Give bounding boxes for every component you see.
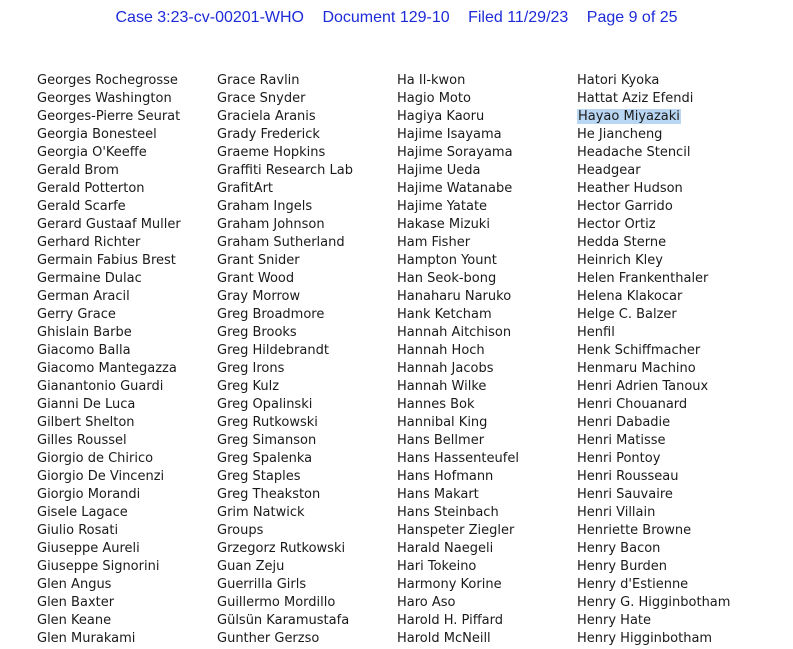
name-entry bbox=[397, 594, 519, 612]
name-text: Hannes Bok bbox=[397, 397, 475, 412]
name-text: Henry Hate bbox=[577, 613, 652, 628]
name-entry bbox=[217, 198, 353, 216]
name-text: Heinrich Kley bbox=[577, 253, 663, 268]
name-text: Graffiti Research Lab bbox=[217, 163, 354, 178]
name-entry bbox=[37, 450, 181, 468]
name-text: Henry d'Estienne bbox=[577, 577, 689, 592]
name-entry bbox=[217, 144, 353, 162]
name-text: Henry G. Higginbotham bbox=[577, 595, 731, 610]
name-entry bbox=[217, 432, 353, 450]
name-text: Hannah Hoch bbox=[397, 343, 485, 358]
name-text: Gilbert Shelton bbox=[37, 415, 135, 430]
name-entry bbox=[37, 342, 181, 360]
name-text: Grace Snyder bbox=[217, 91, 306, 106]
name-text: Grant Snider bbox=[217, 253, 300, 268]
name-entry bbox=[37, 576, 181, 594]
name-text: Guan Zeju bbox=[217, 559, 285, 574]
name-text: Giorgio De Vincenzi bbox=[37, 469, 165, 484]
name-entry bbox=[397, 360, 519, 378]
name-text: Henriette Browne bbox=[577, 523, 692, 538]
name-entry bbox=[577, 126, 730, 144]
name-text: Gerald Scarfe bbox=[37, 199, 126, 214]
name-entry bbox=[397, 198, 519, 216]
name-text: Headgear bbox=[577, 163, 641, 178]
name-text: Henry Burden bbox=[577, 559, 667, 574]
name-entry bbox=[217, 72, 353, 90]
name-entry bbox=[37, 504, 181, 522]
name-text: Ham Fisher bbox=[397, 235, 471, 250]
name-text: Hedda Sterne bbox=[577, 235, 667, 250]
name-text: Harald Naegeli bbox=[397, 541, 494, 556]
name-entry bbox=[397, 234, 519, 252]
name-entry bbox=[397, 108, 519, 126]
document-number: Document 129-10 bbox=[322, 9, 450, 26]
name-entry bbox=[397, 216, 519, 234]
name-entry bbox=[577, 630, 730, 648]
name-text: Hattat Aziz Efendi bbox=[577, 91, 694, 106]
name-text: Gianantonio Guardi bbox=[37, 379, 164, 394]
name-entry bbox=[397, 504, 519, 522]
name-text: Greg Brooks bbox=[217, 325, 297, 340]
name-text: Henri Adrien Tanoux bbox=[577, 379, 709, 394]
name-entry bbox=[577, 342, 730, 360]
name-entry bbox=[577, 414, 730, 432]
page-number: Page 9 of 25 bbox=[586, 9, 678, 26]
name-entry bbox=[397, 396, 519, 414]
name-text: Hannah Wilke bbox=[397, 379, 487, 394]
name-entry bbox=[217, 468, 353, 486]
name-text: Helen Frankenthaler bbox=[577, 271, 709, 286]
name-text: Grim Natwick bbox=[217, 505, 305, 520]
name-text: Glen Baxter bbox=[37, 595, 115, 610]
name-text: Graham Ingels bbox=[217, 199, 313, 214]
name-text: Henri Dabadie bbox=[577, 415, 671, 430]
name-text: Hans Steinbach bbox=[397, 505, 499, 520]
name-entry bbox=[397, 342, 519, 360]
name-text: Hajime Yatate bbox=[397, 199, 488, 214]
name-entry bbox=[37, 414, 181, 432]
name-text: Henk Schiffmacher bbox=[577, 343, 701, 358]
name-entry bbox=[397, 630, 519, 648]
name-text: Giuseppe Signorini bbox=[37, 559, 160, 574]
name-text: Grady Frederick bbox=[217, 127, 320, 142]
name-text: Henfil bbox=[577, 325, 615, 340]
name-entry bbox=[37, 396, 181, 414]
name-text: Helena Klakocar bbox=[577, 289, 683, 304]
name-text: Henri Villain bbox=[577, 505, 656, 520]
name-entry bbox=[577, 378, 730, 396]
name-text: Hajime Sorayama bbox=[397, 145, 513, 160]
name-text: Guerrilla Girls bbox=[217, 577, 307, 592]
name-entry bbox=[397, 612, 519, 630]
name-text: Glen Murakami bbox=[37, 631, 136, 646]
name-text: Gerald Potterton bbox=[37, 181, 145, 196]
name-text: Henry Higginbotham bbox=[577, 631, 713, 646]
name-entry bbox=[577, 504, 730, 522]
name-text: Harold McNeill bbox=[397, 631, 491, 646]
name-text: Harmony Korine bbox=[397, 577, 502, 592]
name-text: Henri Sauvaire bbox=[577, 487, 673, 502]
name-entry bbox=[37, 108, 181, 126]
name-entry bbox=[397, 252, 519, 270]
name-entry bbox=[577, 108, 730, 126]
highlighted-name: Hayao Miyazaki bbox=[578, 109, 680, 124]
name-entry bbox=[397, 576, 519, 594]
name-text: Guillermo Mordillo bbox=[217, 595, 336, 610]
name-entry bbox=[217, 252, 353, 270]
name-text: Giorgio de Chirico bbox=[37, 451, 154, 466]
name-entry bbox=[217, 450, 353, 468]
name-text: Graeme Hopkins bbox=[217, 145, 326, 160]
name-column-4 bbox=[577, 72, 730, 648]
name-text: Han Seok-bong bbox=[397, 271, 497, 286]
name-text: Gerry Grace bbox=[37, 307, 116, 322]
name-entry bbox=[37, 288, 181, 306]
name-entry bbox=[397, 450, 519, 468]
name-entry bbox=[577, 306, 730, 324]
name-entry bbox=[577, 360, 730, 378]
name-text: Greg Opalinski bbox=[217, 397, 313, 412]
name-text: Greg Theakston bbox=[217, 487, 321, 502]
name-entry bbox=[577, 558, 730, 576]
name-text: Hajime Watanabe bbox=[397, 181, 513, 196]
name-entry bbox=[577, 234, 730, 252]
name-entry bbox=[577, 576, 730, 594]
name-entry bbox=[577, 468, 730, 486]
case-header bbox=[0, 9, 793, 27]
name-entry bbox=[397, 414, 519, 432]
filed-date: Filed 11/29/23 bbox=[468, 9, 569, 26]
name-entry bbox=[397, 72, 519, 90]
name-text: Grant Wood bbox=[217, 271, 295, 286]
name-text: Hans Bellmer bbox=[397, 433, 485, 448]
name-text: Gerhard Richter bbox=[37, 235, 141, 250]
name-text: Graciela Aranis bbox=[217, 109, 316, 124]
name-entry bbox=[577, 144, 730, 162]
name-entry bbox=[37, 180, 181, 198]
name-text: Georgia O'Keeffe bbox=[37, 145, 147, 160]
name-entry bbox=[397, 90, 519, 108]
name-text: Hans Hassenteufel bbox=[397, 451, 519, 466]
name-text: Glen Keane bbox=[37, 613, 112, 628]
name-entry bbox=[577, 216, 730, 234]
name-text: Greg Rutkowski bbox=[217, 415, 318, 430]
name-text: Germaine Dulac bbox=[37, 271, 142, 286]
name-text: Hans Hofmann bbox=[397, 469, 494, 484]
name-text: Hank Ketcham bbox=[397, 307, 492, 322]
name-text: Graham Johnson bbox=[217, 217, 325, 232]
name-text: Germain Fabius Brest bbox=[37, 253, 176, 268]
name-entry bbox=[37, 468, 181, 486]
name-entry bbox=[577, 162, 730, 180]
name-text: Harold H. Piffard bbox=[397, 613, 504, 628]
name-entry bbox=[37, 252, 181, 270]
name-text: Georges Rochegrosse bbox=[37, 73, 178, 88]
name-entry bbox=[577, 540, 730, 558]
name-entry bbox=[217, 360, 353, 378]
name-entry bbox=[37, 612, 181, 630]
name-text: Georges Washington bbox=[37, 91, 172, 106]
name-text: Hannibal King bbox=[397, 415, 488, 430]
name-text: Hakase Mizuki bbox=[397, 217, 490, 232]
name-text: He Jiancheng bbox=[577, 127, 663, 142]
name-entry bbox=[37, 630, 181, 648]
name-entry bbox=[397, 432, 519, 450]
name-entry bbox=[397, 486, 519, 504]
name-entry bbox=[217, 180, 353, 198]
name-entry bbox=[577, 90, 730, 108]
name-text: Henry Bacon bbox=[577, 541, 661, 556]
name-text: Hajime Isayama bbox=[397, 127, 502, 142]
name-text: Giacomo Mantegazza bbox=[37, 361, 177, 376]
name-entry bbox=[577, 522, 730, 540]
name-text: Headache Stencil bbox=[577, 145, 691, 160]
name-text: Hampton Yount bbox=[397, 253, 497, 268]
name-entry bbox=[397, 468, 519, 486]
name-entry bbox=[397, 162, 519, 180]
name-entry bbox=[217, 504, 353, 522]
name-text: Hajime Ueda bbox=[397, 163, 481, 178]
name-text: Giacomo Balla bbox=[37, 343, 131, 358]
name-entry bbox=[397, 180, 519, 198]
name-entry bbox=[217, 306, 353, 324]
name-text: Giuseppe Aureli bbox=[37, 541, 140, 556]
name-entry bbox=[577, 198, 730, 216]
name-entry bbox=[37, 486, 181, 504]
name-entry bbox=[217, 288, 353, 306]
name-entry bbox=[577, 324, 730, 342]
name-entry bbox=[217, 414, 353, 432]
name-entry bbox=[217, 540, 353, 558]
name-entry bbox=[217, 90, 353, 108]
name-text: Henri Matisse bbox=[577, 433, 666, 448]
name-entry bbox=[397, 324, 519, 342]
name-entry bbox=[37, 558, 181, 576]
name-text: Greg Broadmore bbox=[217, 307, 325, 322]
name-text: Hanaharu Naruko bbox=[397, 289, 512, 304]
name-text: Graham Sutherland bbox=[217, 235, 345, 250]
name-text: Georges-Pierre Seurat bbox=[37, 109, 181, 124]
name-text: Helge C. Balzer bbox=[577, 307, 677, 322]
name-entry bbox=[577, 270, 730, 288]
name-text: Hanspeter Ziegler bbox=[397, 523, 515, 538]
name-entry bbox=[577, 180, 730, 198]
name-text: Greg Spalenka bbox=[217, 451, 313, 466]
name-entry bbox=[37, 198, 181, 216]
name-entry bbox=[37, 306, 181, 324]
name-entry bbox=[217, 558, 353, 576]
name-text: Giorgio Morandi bbox=[37, 487, 141, 502]
name-entry bbox=[217, 630, 353, 648]
name-entry bbox=[577, 486, 730, 504]
name-text: Gianni De Luca bbox=[37, 397, 136, 412]
name-text: Hagiya Kaoru bbox=[397, 109, 485, 124]
name-text: Hagio Moto bbox=[397, 91, 471, 106]
name-text: Grzegorz Rutkowski bbox=[217, 541, 346, 556]
name-entry bbox=[577, 72, 730, 90]
name-entry bbox=[577, 252, 730, 270]
name-entry bbox=[577, 612, 730, 630]
name-entry bbox=[397, 558, 519, 576]
name-entry bbox=[397, 378, 519, 396]
name-text: Gerald Brom bbox=[37, 163, 119, 178]
name-entry bbox=[397, 540, 519, 558]
name-text: Gray Morrow bbox=[217, 289, 301, 304]
name-entry bbox=[397, 288, 519, 306]
name-entry bbox=[577, 288, 730, 306]
name-entry bbox=[397, 144, 519, 162]
name-entry bbox=[37, 162, 181, 180]
name-text: Ghislain Barbe bbox=[37, 325, 132, 340]
name-column-2 bbox=[217, 72, 353, 648]
name-entry bbox=[37, 432, 181, 450]
name-text: Glen Angus bbox=[37, 577, 112, 592]
name-entry bbox=[577, 450, 730, 468]
name-text: Heather Hudson bbox=[577, 181, 683, 196]
name-text: Grace Ravlin bbox=[217, 73, 300, 88]
name-entry bbox=[397, 126, 519, 144]
name-entry bbox=[577, 432, 730, 450]
name-text: German Aracil bbox=[37, 289, 130, 304]
name-entry bbox=[37, 234, 181, 252]
name-entry bbox=[217, 594, 353, 612]
name-entry bbox=[217, 270, 353, 288]
name-entry bbox=[217, 126, 353, 144]
name-text: Gilles Roussel bbox=[37, 433, 127, 448]
name-entry bbox=[37, 126, 181, 144]
name-entry bbox=[217, 216, 353, 234]
name-entry bbox=[217, 108, 353, 126]
name-entry bbox=[37, 378, 181, 396]
name-text: Hatori Kyoka bbox=[577, 73, 660, 88]
name-entry bbox=[217, 522, 353, 540]
name-text: Gunther Gerzso bbox=[217, 631, 320, 646]
name-text: Hannah Aitchison bbox=[397, 325, 512, 340]
name-text: Haro Aso bbox=[397, 595, 456, 610]
name-entry bbox=[37, 72, 181, 90]
name-entry bbox=[217, 342, 353, 360]
name-text: Hector Ortiz bbox=[577, 217, 656, 232]
name-text: Henri Pontoy bbox=[577, 451, 661, 466]
name-text: Groups bbox=[217, 523, 264, 538]
name-entry bbox=[577, 396, 730, 414]
name-text: Hari Tokeino bbox=[397, 559, 477, 574]
name-entry bbox=[37, 90, 181, 108]
name-text: Gisele Lagace bbox=[37, 505, 128, 520]
name-text: GrafitArt bbox=[217, 181, 274, 196]
name-entry bbox=[217, 576, 353, 594]
name-text: Georgia Bonesteel bbox=[37, 127, 157, 142]
name-entry bbox=[37, 360, 181, 378]
name-column-1 bbox=[37, 72, 181, 648]
name-entry bbox=[37, 270, 181, 288]
name-text: Giulio Rosati bbox=[37, 523, 119, 538]
name-text: Hans Makart bbox=[397, 487, 479, 502]
name-entry bbox=[217, 162, 353, 180]
name-entry bbox=[577, 594, 730, 612]
name-entry bbox=[37, 324, 181, 342]
name-entry bbox=[37, 144, 181, 162]
name-entry bbox=[217, 612, 353, 630]
name-text: Ha Il-kwon bbox=[397, 73, 466, 88]
case-number: Case 3:23-cv-00201-WHO bbox=[115, 9, 304, 26]
name-column-3 bbox=[397, 72, 519, 648]
name-text: Greg Irons bbox=[217, 361, 285, 376]
name-text: Henmaru Machino bbox=[577, 361, 696, 376]
name-text: Gerard Gustaaf Muller bbox=[37, 217, 181, 232]
name-entry bbox=[397, 270, 519, 288]
name-text: Greg Staples bbox=[217, 469, 301, 484]
name-entry bbox=[37, 522, 181, 540]
name-text: Hannah Jacobs bbox=[397, 361, 494, 376]
name-entry bbox=[217, 486, 353, 504]
name-entry bbox=[37, 594, 181, 612]
name-text: Greg Simanson bbox=[217, 433, 317, 448]
name-entry bbox=[37, 216, 181, 234]
name-entry bbox=[397, 522, 519, 540]
name-text: Greg Kulz bbox=[217, 379, 280, 394]
name-text: Gülsün Karamustafa bbox=[217, 613, 350, 628]
name-text: Greg Hildebrandt bbox=[217, 343, 329, 358]
name-entry bbox=[217, 234, 353, 252]
name-text: Henri Chouanard bbox=[577, 397, 688, 412]
name-entry bbox=[217, 396, 353, 414]
name-entry bbox=[217, 378, 353, 396]
name-entry bbox=[397, 306, 519, 324]
name-text: Henri Rousseau bbox=[577, 469, 679, 484]
name-entry bbox=[37, 540, 181, 558]
name-text: Hector Garrido bbox=[577, 199, 673, 214]
name-entry bbox=[217, 324, 353, 342]
